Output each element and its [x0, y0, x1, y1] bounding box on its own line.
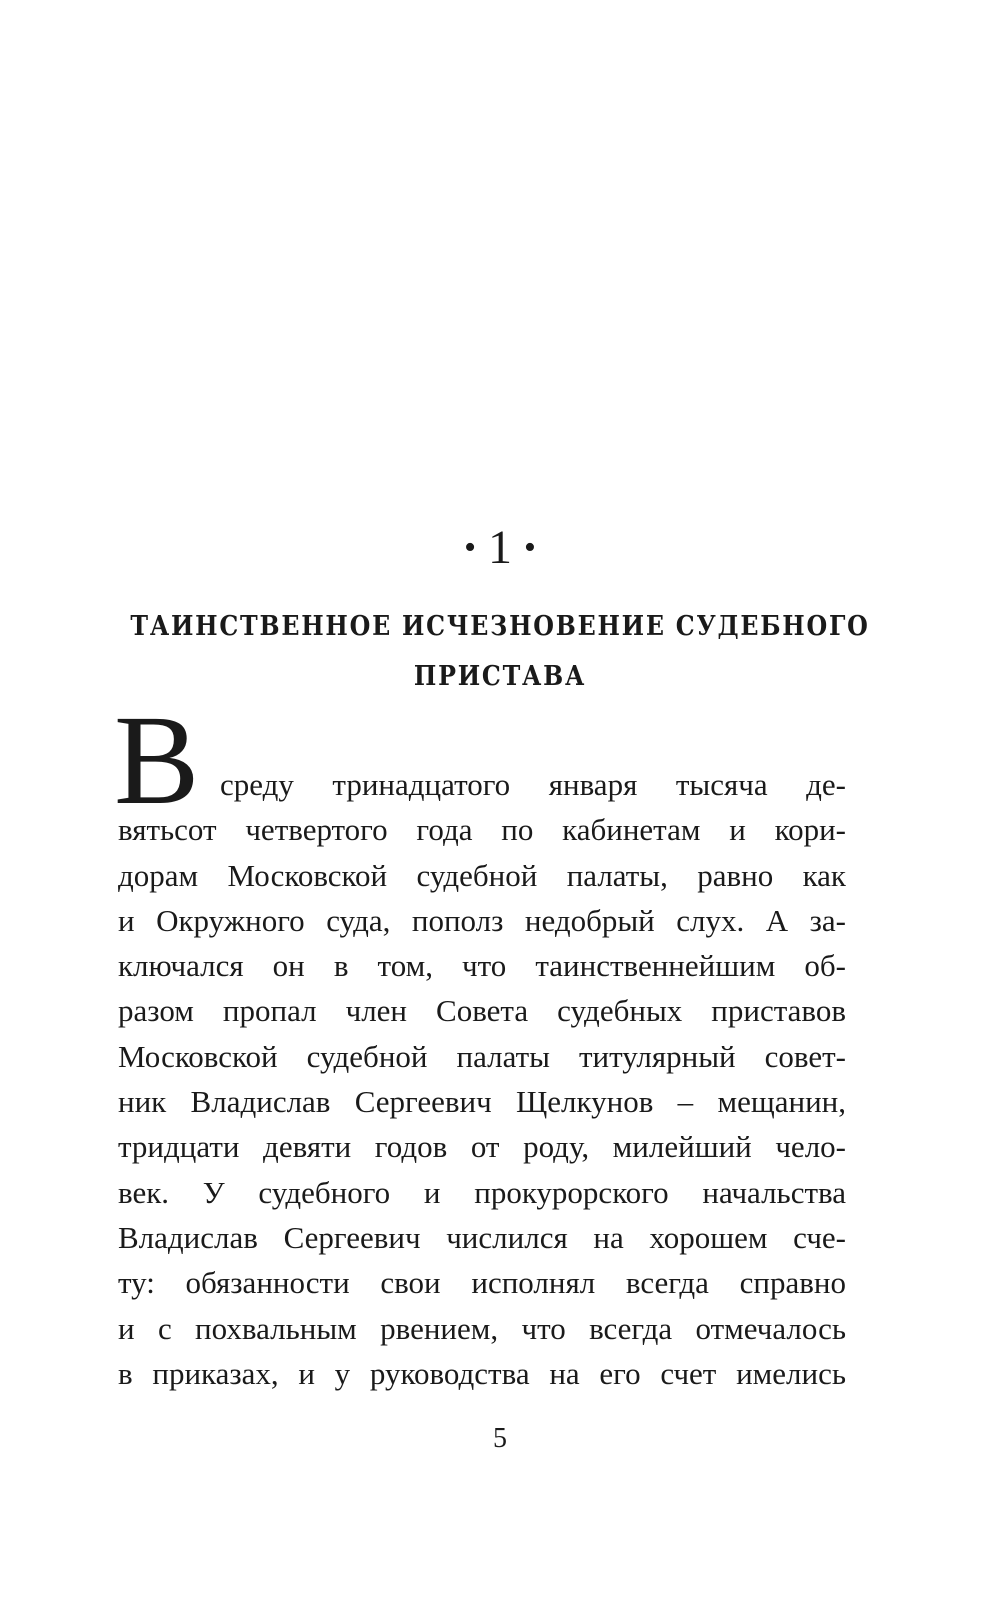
page-number: 5 [493, 1423, 507, 1454]
chapter-number [0, 518, 1000, 582]
text-line: в приказах, и у руководства на его счет имелись [118, 1355, 846, 1391]
drop-cap: В [114, 689, 200, 831]
text-line: ту: обязанности свои исполнял всегда справно [118, 1265, 846, 1301]
text-line: разом пропал член Совета судебных приставов [118, 993, 846, 1029]
chapter-title-line-2: ПРИСТАВА [413, 661, 587, 692]
text-line: Московской судебной палаты титулярный совет- [118, 1038, 846, 1074]
text-line: век. У судебного и прокурорского начальства [118, 1174, 846, 1210]
text-line: вятьсот четвертого года по кабинетам и кори- [118, 812, 846, 848]
text-line: тридцати девяти годов от роду, милейший чело- [118, 1129, 846, 1165]
chapter-title [0, 602, 1000, 702]
text-line: ник Владислав Сергеевич Щелкунов – мещанин, [118, 1084, 846, 1120]
chapter-title-line-1: ТАИНСТВЕННОЕ ИСЧЕЗНОВЕНИЕ СУДЕБНОГО [130, 611, 870, 642]
text-line: среду тринадцатого января тысяча де- [220, 767, 846, 802]
body-text [118, 762, 846, 1396]
chapter-number-value: 1 [488, 521, 512, 574]
text-line: Владислав Сергеевич числился на хорошем сче- [118, 1219, 846, 1255]
text-line: и с похвальным рвением, что всегда отмечалось [118, 1310, 846, 1346]
text-line: ключался он в том, что таинственнейшим об- [118, 948, 846, 984]
text-line: и Окружного суда, пополз недобрый слух. А за- [118, 902, 846, 938]
bullet-right: • [524, 528, 536, 566]
text-line: дорам Московской судебной палаты, равно как [118, 857, 846, 893]
bullet-left: • [464, 528, 476, 566]
